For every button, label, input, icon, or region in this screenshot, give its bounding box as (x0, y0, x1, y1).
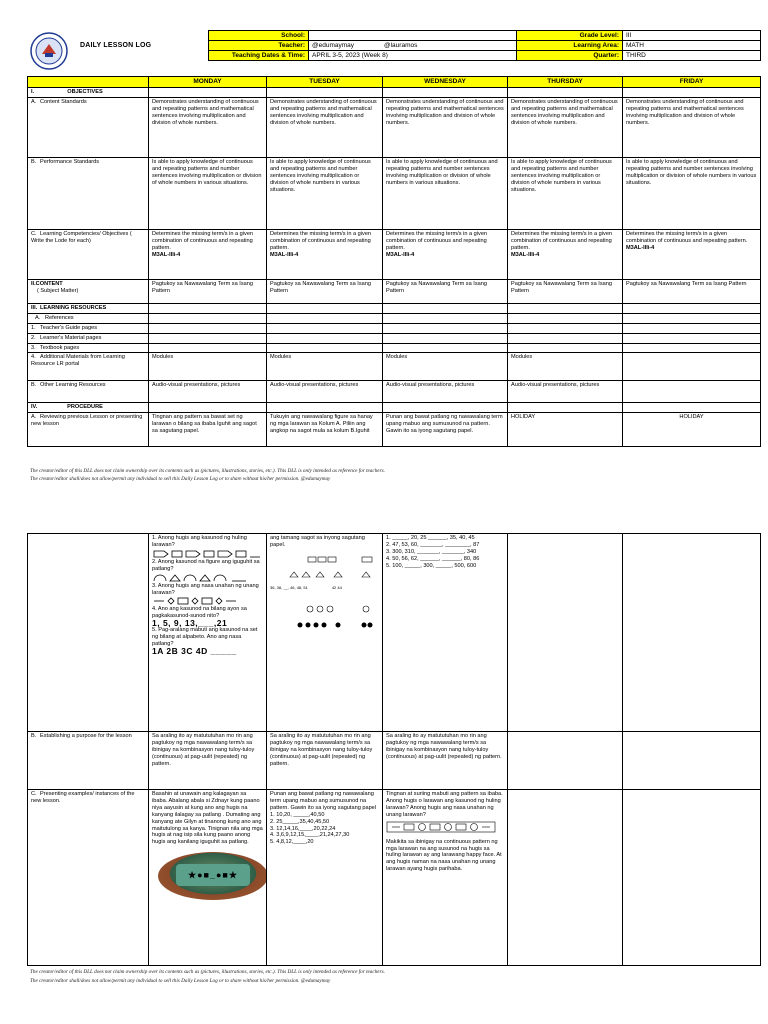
examples-tue-item-3: 3. 12,14,16,____,20,22,24 (270, 825, 336, 832)
content-std-tue: Demonstrates understanding of continuous and repeating patterns and mathematical sentences involving multiplication and division of whole numbers. (267, 97, 383, 157)
teacher-value: @edumaymay @lauramos (309, 41, 517, 51)
competencies-label: C. Learning Competencies/ Objectives ( Write the Lode for each) (28, 229, 149, 279)
other-res-wed: Audio-visual presentations, pictures (383, 381, 508, 403)
purpose-tue: Sa araling ito ay matututuhan mo rin ang pagtukoy ng mga nawawalang term/s sa ibinigay na kombinasyon nang tuloy-tuloy (continuous) at pag-uulit (repeated) ng pattern. (267, 732, 383, 790)
lesson-log-table (27, 76, 761, 447)
content-mon: Pagtukoy sa Nawawalang Term sa Isang Pattern (149, 279, 267, 303)
mon-question-4: 4. Ano ang kasunod na bilang ayon sa pagkakasunod-sunod nito? (152, 606, 247, 620)
mon-question-5: 5. Pag-aralang mabuti ang kasunod na set ng bilang at alpabeto. Ano ang nasa patlang? (152, 627, 258, 647)
add-mat-mon: Modules (149, 353, 267, 381)
examples-wed (383, 790, 508, 966)
wed-item-3: 3. 300, 310, _______, _______, 340 (386, 548, 477, 555)
disclaimer-line-1-page2: The creator/editor of this DLL does not claim ownership over its contents such as (pictures, illustrations, stories, etc.). This DLL is only intended as reference for teachers. (30, 969, 385, 975)
tue-intro: ang tamang sagot sa inyong sagutang papel. (270, 535, 365, 548)
day-thursday: THURSDAY (508, 77, 623, 88)
review-items-mon (149, 534, 267, 732)
add-mat-tue: Modules (267, 353, 383, 381)
textbook-label: 3. Textbook pages (28, 343, 149, 353)
content-std-wed: Demonstrates understanding of continuous and repeating patterns and mathematical sentences involving multiplication and division of whole numbers. (383, 97, 508, 157)
learning-resources-row (28, 303, 761, 313)
content-row (28, 279, 761, 303)
tue-sequence-row: 36, 38, __, 46, 48, 51 42 44 (270, 584, 342, 590)
learners-material-row (28, 333, 761, 343)
review-items-tue (267, 534, 383, 732)
days-header-row (28, 77, 761, 88)
review-fri: HOLIDAY (623, 413, 761, 447)
review-mon: Tingnan ang pattern sa bawat set ng larawan o bilang sa ibaba Iguhit ang sagot sa sagutang papel. (149, 413, 267, 447)
review-continued-row (28, 534, 761, 732)
quarter-label: Quarter: (517, 51, 623, 61)
references-label: A. References (28, 313, 149, 323)
shape-pattern-triangles-icon (152, 573, 260, 583)
perf-std-mon: Is able to apply knowledge of continuous and repeating patterns and number sentences involving multiplication or division of whole numbers in various situations. (149, 157, 267, 229)
mon-question-2: 2. Anong kasunod na figure ang iguguhit sa patlang? (152, 558, 260, 572)
learning-resources-heading: III. LEARNING RESOURCES (28, 303, 149, 313)
references-row (28, 313, 761, 323)
header-info-table (208, 30, 761, 61)
add-mat-thu: Modules (508, 353, 623, 381)
teacher-label: Teacher: (209, 41, 309, 51)
examples-wed-text-2: Makikita sa ibinigay na continuous pattern ng mga larawan na ang susunod na hugis sa huling larawan ay ang larawang happy face. At ang hugis naman na nasa unahan ng unang larawan ayang hugis parihaba. (386, 838, 502, 873)
day-tuesday: TUESDAY (267, 77, 383, 88)
examples-mon-text: Basahin at unawain ang kalagayan sa ibaba. Abalang abala si Zdnayr kung paano niya aayusin at kung ano ang hugis na kanyang ilalagay sa patlang . Dumating ang kanyang ate Gilyn at tinanong kung ano ang maitutulong sa kanya. Tinignan nila ang mga hugis at nag isip sila kung paano anong hugis ang kanilang iguguhit sa patlang. (152, 791, 263, 846)
examples-label: C. Presenting examples/ instances of the new lesson. (28, 790, 149, 966)
ball-illustration (158, 852, 267, 900)
school-value (309, 31, 517, 41)
textbook-row (28, 343, 761, 353)
performance-standards-row (28, 157, 761, 229)
grade-value: III (623, 31, 761, 41)
deped-seal-logo (30, 32, 68, 70)
perf-std-wed: Is able to apply knowledge of continuous and repeating patterns and number sentences involving multiplication or division of whole numbers in various situations. (383, 157, 508, 229)
objectives-heading: I. OBJECTIVES (28, 88, 149, 98)
shape-pattern-stars-icon (152, 596, 260, 606)
learners-material-label: 2. Learner's Material pages (28, 333, 149, 343)
teachers-guide-row (28, 323, 761, 333)
area-value: MATH (623, 41, 761, 51)
performance-standards-label: B. Performance Standards (28, 157, 149, 229)
perf-std-fri: Is able to apply knowledge of continuous and repeating patterns and number sentences involving multiplication or division of whole numbers in various situations. (623, 157, 761, 229)
lesson-log-table-continued (27, 533, 761, 966)
day-wednesday: WEDNESDAY (383, 77, 508, 88)
wed-item-4: 4. 50, 56, 62, ______, ______, 80, 86 (386, 555, 480, 562)
day-friday: FRIDAY (623, 77, 761, 88)
teachers-guide-label: 1. Teacher's Guide pages (28, 323, 149, 333)
day-monday: MONDAY (149, 77, 267, 88)
area-label: Learning Area: (517, 41, 623, 51)
examples-tue (267, 790, 383, 966)
content-standards-row (28, 97, 761, 157)
competency-thu: Determines the missing term/s in a given combination of continuous and repeating pattern. M3AL-IIIi-4 (508, 229, 623, 279)
competency-fri: Determines the missing term/s in a given combination of continuous and repeating pattern. M3AL-IIIi-4 (623, 229, 761, 279)
purpose-row (28, 732, 761, 790)
shape-pattern-arrows-icon (152, 549, 260, 559)
examples-tue-item-1: 1. 10,20, _____,40,50 (270, 811, 325, 818)
procedure-row (28, 403, 761, 413)
wed-item-1: 1. _____, 20, 25 ______, 35, 40, 45 (386, 535, 475, 541)
content-wed: Pagtukoy sa Nawawalang Term sa Isang Pattern (383, 279, 508, 303)
competency-wed: Determines the missing term/s in a given combination of continuous and repeating pattern. M3AL-IIIi-4 (383, 229, 508, 279)
other-res-thu: Audio-visual presentations, pictures (508, 381, 623, 403)
examples-mon (149, 790, 267, 966)
review-thu: HOLIDAY (508, 413, 623, 447)
examples-wed-text-1: Tingnan at suriing mabuti ang pattern sa ibaba. Anong hugis o larawan ang kasunod ng huling larawan? Anong hugis ang nasa unahan ng unang larawan? (386, 791, 503, 818)
disclaimer-line-2-page2: The creator/editor shall/does not allow/permit any individual to sell this Daily Lesson Log or to share without his/her permission. @edumaymay (30, 978, 331, 984)
shape-pattern-faces-icon (386, 821, 496, 833)
competencies-row (28, 229, 761, 279)
mon-question-3: 3. Anong hugis ang nasa unahan ng unang larawan? (152, 582, 259, 596)
grade-label: Grade Level: (517, 31, 623, 41)
content-std-fri: Demonstrates understanding of continuous and repeating patterns and mathematical sentences involving multiplication and division of whole numbers. (623, 97, 761, 157)
examples-tue-item-2: 2. 25_____,35,40,45,50 (270, 818, 330, 825)
perf-std-thu: Is able to apply knowledge of continuous and repeating patterns and number sentences involving multiplication or division of whole numbers in various situations. (508, 157, 623, 229)
other-resources-row (28, 381, 761, 403)
school-label: School: (209, 31, 309, 41)
wed-item-2: 2. 47, 53, 60, _______, ________, 87 (386, 541, 480, 548)
content-label: II.CONTENT ( Subject Matter) (28, 279, 149, 303)
additional-materials-label: 4. Additional Materials from Learning Resource LR portal (28, 353, 149, 381)
content-std-thu: Demonstrates understanding of continuous and repeating patterns and mathematical sentences involving multiplication and division of whole numbers. (508, 97, 623, 157)
examples-tue-item-4: 4. 3,6,9,12,15,____,21,24,27,30 (270, 832, 350, 839)
content-std-mon: Demonstrates understanding of continuous and repeating patterns and mathematical sentences involving multiplication and division of whole numbers. (149, 97, 267, 157)
review-label: A. Reviewing previous Lesson or presenting new lesson (28, 413, 149, 447)
purpose-wed: Sa araling ito ay matututuhan mo rin ang pagtukoy ng mga nawawalang term/s sa ibinigay na kombinasyon nang tuloy-tuloy (continuous) at pag-uulit (repeated) ng pattern. (383, 732, 508, 790)
competency-tue: Determines the missing term/s in a given combination of continuous and repeating pattern. M3AL-IIIi-4 (267, 229, 383, 279)
review-items-wed (383, 534, 508, 732)
objectives-row (28, 88, 761, 98)
content-thu: Pagtukoy sa Nawawalang Term sa Isang Pattern (508, 279, 623, 303)
examples-tue-item-5: 5. 4,8,12,____,20 (270, 839, 314, 846)
disclaimer-line-2: The creator/editor shall/does not allow/permit any individual to sell this Daily Lesson Log or to share without his/her permission. @edumaymay (30, 476, 331, 482)
purpose-label: B. Establishing a purpose for the lesson (28, 732, 149, 790)
content-fri: Pagtukoy sa Nawawalang Term sa Isang Pattern (623, 279, 761, 303)
other-res-mon: Audio-visual presentations, pictures (149, 381, 267, 403)
dates-label: Teaching Dates & Time: (209, 51, 309, 61)
wed-item-5: 5. 100, _____, 300, _____, 500, 600 (386, 562, 477, 569)
review-wed: Punan ang bawat patlang ng nawawalang term upang mabuo ang sumusunod na pattern. Gawin ito sa iyong sagutang papel. (383, 413, 508, 447)
procedure-heading: IV. PROCEDURE (28, 403, 149, 413)
perf-std-tue: Is able to apply knowledge of continuous and repeating patterns and number sentences involving multiplication or division of whole numbers in various situations. (267, 157, 383, 229)
other-res-tue: Audio-visual presentations, pictures (267, 381, 383, 403)
additional-materials-row (28, 353, 761, 381)
content-standards-label: A. Content Standards (28, 97, 149, 157)
add-mat-wed: Modules (383, 353, 508, 381)
other-resources-label: B. Other Learning Resources (28, 381, 149, 403)
review-row (28, 413, 761, 447)
examples-row (28, 790, 761, 966)
examples-tue-intro: Punan ang bawat patlang ng nawawalang term upang mabuo ang sumusunod na pattern. Gawin ito sa iyong sagutang papel (270, 791, 377, 811)
disclaimer-line-1: The creator/editor of this DLL does not claim ownership over its contents such as (pictures, illustrations, stories, etc.). This DLL is only intended as reference for teachers. (30, 468, 385, 474)
document-title: DAILY LESSON LOG (80, 42, 152, 49)
competency-mon: Determines the missing term/s in a given combination of continuous and repeating pattern. M3AL-IIIi-4 (149, 229, 267, 279)
mon-alpha-sequence: 1A 2B 3C 4D _____ (152, 645, 237, 656)
purpose-mon: Sa araling ito ay matututuhan mo rin ang pagtukoy ng mga nawawalang term/s sa ibinigay na kombinasyon nang tuloy-tuloy (continuous) at pag-uulit (repeated) ng pattern. (149, 732, 267, 790)
quarter-value: THIRD (623, 51, 761, 61)
mon-number-sequence: 1, 5, 9, 13,___,21 (152, 618, 228, 629)
review-tue: Tukuyin ang nawawalang figure sa hanay ng mga larawan sa Kolum A. Piliin ang angkop na sagot mula sa kolum B.Iguhit (267, 413, 383, 447)
dates-value: APRIL 3-5, 2023 (Week 8) (309, 51, 517, 61)
content-tue: Pagtukoy sa Nawawalang Term sa Isang Pattern (267, 279, 383, 303)
ball-shape-pattern: ★●■_●■★ (176, 864, 250, 886)
mon-question-1: 1. Anong hugis ang kasunod ng huling larawan? (152, 535, 247, 548)
